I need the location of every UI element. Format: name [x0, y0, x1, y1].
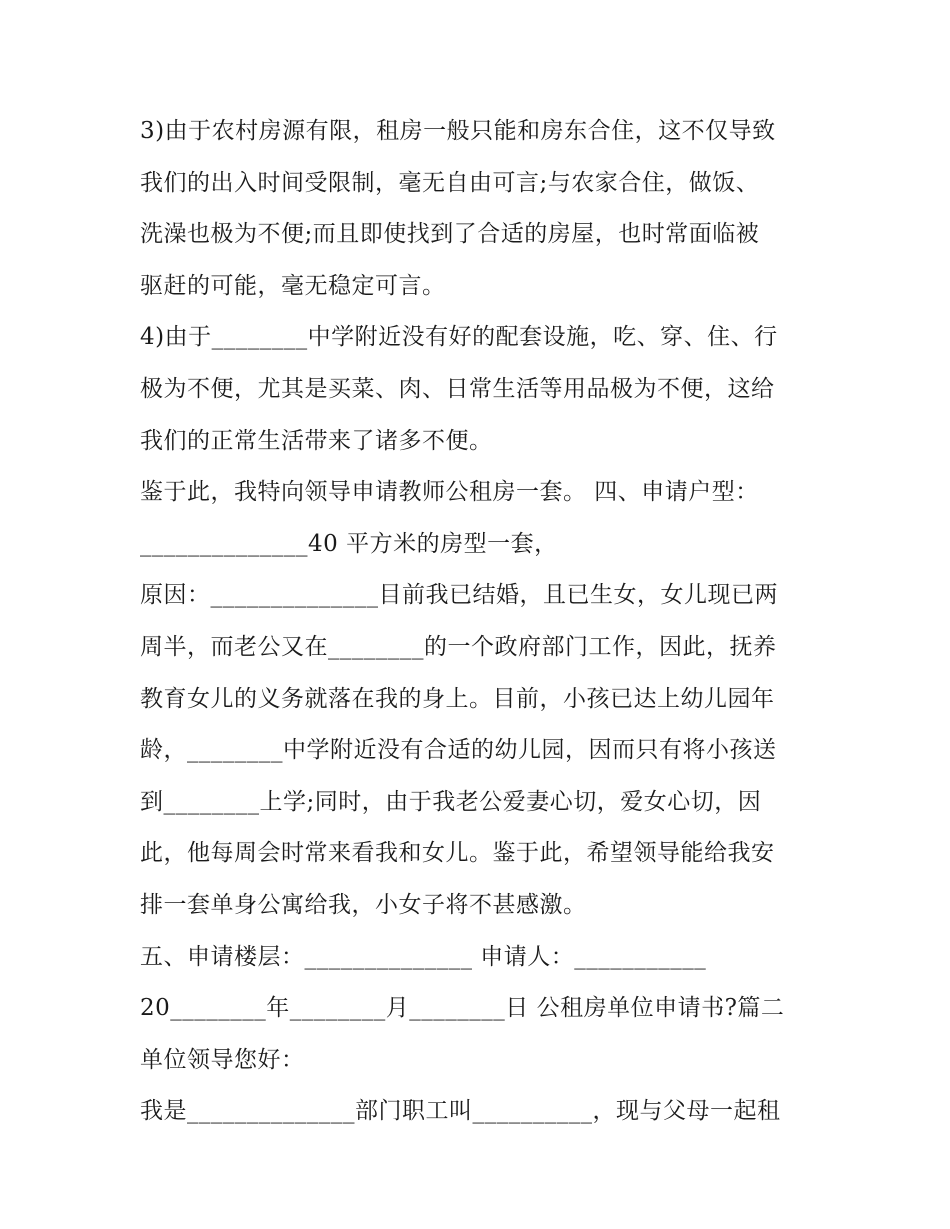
text-line: 20________年________月________日 公租房单位申请书?篇二	[140, 995, 785, 1022]
text-line: 驱赶的可能，毫无稳定可言。	[140, 272, 446, 299]
text-line: 4)由于________中学附近没有好的配套设施，吃、穿、住、行	[140, 324, 778, 351]
text-line: 极为不便，尤其是买菜、肉、日常生活等用品极为不便，这给	[140, 375, 775, 402]
text-line: 周半，而老公又在________的一个政府部门工作，因此，抚养	[140, 633, 777, 660]
text-line: ______________40 平方米的房型一套，	[140, 530, 558, 557]
text-line: 排一套单身公寓给我，小女子将不甚感激。	[140, 891, 587, 918]
text-line: 洗澡也极为不便;而且即使找到了合适的房屋，也时常面临被	[140, 221, 760, 248]
text-line: 3)由于农村房源有限，租房一般只能和房东合住，这不仅导致	[140, 118, 776, 144]
document-body	[140, 106, 820, 1138]
text-line: 原因：______________目前我已结婚，且已生女，女儿现已两	[140, 582, 778, 609]
text-line: 我们的出入时间受限制，毫无自由可言;与农家合住，做饭、	[140, 169, 760, 196]
text-line: 五、申请楼层：______________ 申请人：___________	[140, 943, 707, 970]
text-line: 我们的正常生活带来了诸多不便。	[140, 427, 493, 454]
text-line: 教育女儿的义务就落在我的身上。目前，小孩已达上幼儿园年	[140, 685, 775, 712]
text-line: 鉴于此，我特向领导申请教师公租房一套。 四、申请户型：	[140, 479, 759, 506]
text-line: 此，他每周会时常来看我和女儿。鉴于此，希望领导能给我安	[140, 840, 775, 867]
text-line: 我是______________部门职工叫__________，现与父母一起租	[140, 1098, 781, 1125]
text-line: 龄，________中学附近没有合适的幼儿园，因而只有将小孩送	[140, 737, 777, 764]
text-line: 到________上学;同时，由于我老公爱妻心切，爱女心切，因	[140, 788, 762, 815]
text-line: 单位领导您好：	[140, 1046, 305, 1073]
